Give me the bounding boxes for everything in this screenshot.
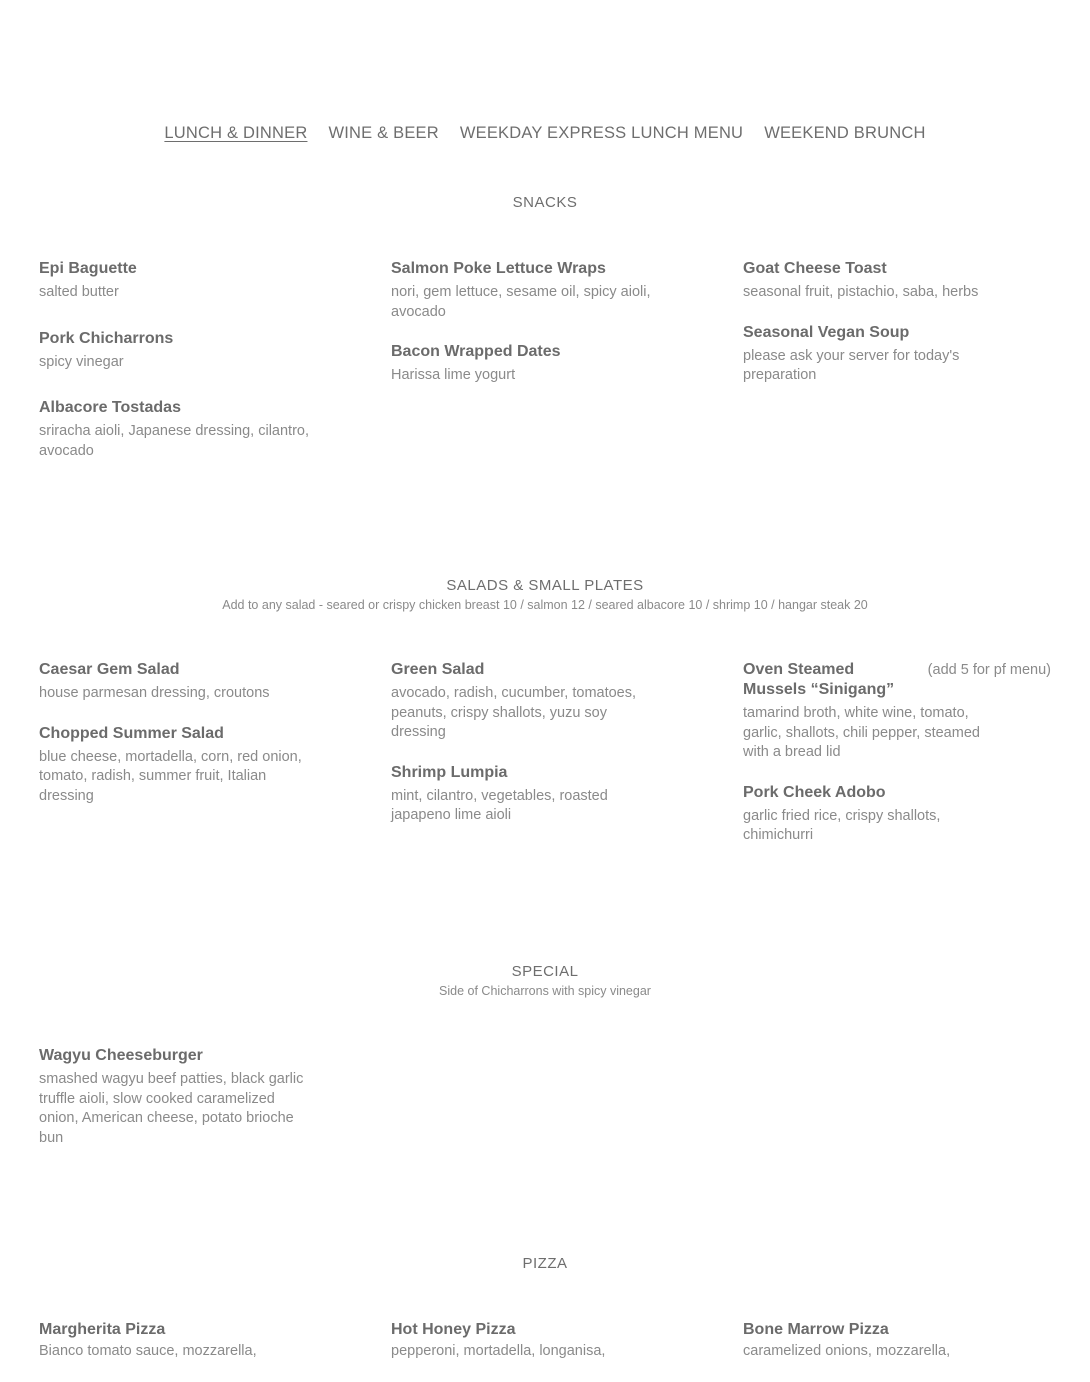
- menu-item: [743, 323, 1003, 386]
- item-name: Shrimp Lumpia: [391, 763, 508, 781]
- menu-tabs: [0, 124, 1090, 143]
- item-description: mint, cilantro, vegetables, roasted japapeno lime aioli: [391, 787, 608, 823]
- tab-wine-beer[interactable]: WINE & BEER: [328, 124, 439, 142]
- salads-column-1: [39, 660, 309, 826]
- section-title-special: SPECIAL: [511, 963, 579, 980]
- item-description: please ask your server for today's preparation: [743, 347, 960, 383]
- item-description: Harissa lime yogurt: [391, 367, 516, 383]
- item-name: Wagyu Cheeseburger: [39, 1047, 203, 1064]
- item-name: Salmon Poke Lettuce Wraps: [391, 260, 606, 277]
- item-description: spicy vinegar: [39, 353, 124, 370]
- menu-item: [743, 1320, 1013, 1362]
- item-description: avocado, radish, cucumber, tomatoes, peanuts, crispy shallots, yuzu soy dressing: [391, 685, 637, 740]
- snacks-column-3: [743, 259, 1003, 406]
- item-name: Albacore Tostadas: [39, 399, 181, 416]
- section-subtitle-salads: Add to any salad - seared or crispy chicken breast 10 / salmon 12 / seared albacore 10 / shrimp 10 / hangar steak 20: [222, 598, 868, 612]
- item-name: Chopped Summer Salad: [39, 724, 224, 742]
- item-name: Epi Baguette: [39, 260, 137, 277]
- tab-weekday-express-lunch[interactable]: WEEKDAY EXPRESS LUNCH MENU: [459, 124, 744, 142]
- item-description: seasonal fruit, pistachio, saba, herbs: [743, 284, 979, 300]
- item-description: pepperoni, mortadella, longanisa,: [391, 1343, 606, 1359]
- salads-column-2: [391, 660, 661, 846]
- menu-item: [743, 783, 1053, 846]
- item-description: garlic fried rice, crispy shallots, chimichurri: [743, 807, 941, 843]
- item-description: blue cheese, mortadella, corn, red onion, tomato, radish, summer fruit, Italian dressing: [39, 748, 302, 804]
- item-name: Pork Chicharrons: [39, 329, 174, 347]
- menu-item: [743, 259, 1003, 303]
- snacks-column-1: [39, 259, 309, 481]
- menu-item: [391, 660, 661, 743]
- tab-weekend-brunch[interactable]: WEEKEND BRUNCH: [764, 124, 926, 142]
- item-name: Hot Honey Pizza: [391, 1321, 516, 1338]
- item-name: Goat Cheese Toast: [743, 260, 887, 277]
- item-name: Bacon Wrapped Dates: [391, 343, 561, 360]
- menu-item: [39, 329, 309, 373]
- item-name-row: [743, 660, 1051, 700]
- item-name: Caesar Gem Salad: [39, 661, 180, 678]
- pizza-column-1: [39, 1320, 309, 1382]
- section-title-pizza: PIZZA: [522, 1255, 568, 1272]
- item-description: salted butter: [39, 284, 119, 300]
- pizza-column-3: [743, 1320, 1013, 1382]
- item-description: smashed wagyu beef patties, black garlic truffle aioli, slow cooked caramelized onion, American cheese, potato brioche bun: [39, 1071, 304, 1146]
- menu-item: [39, 724, 309, 807]
- special-column-1: [39, 1046, 309, 1168]
- section-title-snacks: SNACKS: [512, 194, 578, 211]
- snacks-column-2: [391, 259, 661, 406]
- item-description: house parmesan dressing, croutons: [39, 685, 270, 701]
- menu-item: [391, 342, 661, 386]
- menu-item: [391, 763, 661, 826]
- menu-item: [39, 1046, 309, 1148]
- menu-item: [39, 259, 309, 303]
- menu-item: [39, 398, 309, 461]
- item-name: Margherita Pizza: [39, 1321, 166, 1338]
- item-addon-note: (add 5 for pf menu): [927, 662, 1051, 678]
- menu-item: [39, 660, 309, 704]
- pizza-column-2: [391, 1320, 661, 1382]
- menu-item: [743, 660, 1053, 763]
- section-subtitle-special: Side of Chicharrons with spicy vinegar: [439, 984, 651, 998]
- item-name: Bone Marrow Pizza: [743, 1321, 889, 1338]
- menu-item: [39, 1320, 309, 1362]
- item-name: Green Salad: [391, 661, 485, 678]
- salads-column-3: [743, 660, 1053, 866]
- item-description: caramelized onions, mozzarella,: [743, 1343, 951, 1359]
- item-description: nori, gem lettuce, sesame oil, spicy aioli, avocado: [391, 284, 651, 320]
- item-name: Oven Steamed Mussels “Sinigang”: [743, 661, 895, 698]
- item-name: Pork Cheek Adobo: [743, 783, 886, 801]
- item-description: tamarind broth, white wine, tomato, garlic, shallots, chili pepper, steamed with a bread lid: [743, 705, 980, 760]
- tab-lunch-dinner[interactable]: LUNCH & DINNER: [164, 124, 308, 142]
- menu-item: [391, 1320, 661, 1362]
- menu-item: [391, 259, 661, 322]
- item-description: sriracha aioli, Japanese dressing, cilantro, avocado: [39, 423, 309, 459]
- item-name: Seasonal Vegan Soup: [743, 323, 910, 341]
- item-description: Bianco tomato sauce, mozzarella,: [39, 1343, 257, 1359]
- section-title-salads: SALADS & SMALL PLATES: [446, 577, 644, 594]
